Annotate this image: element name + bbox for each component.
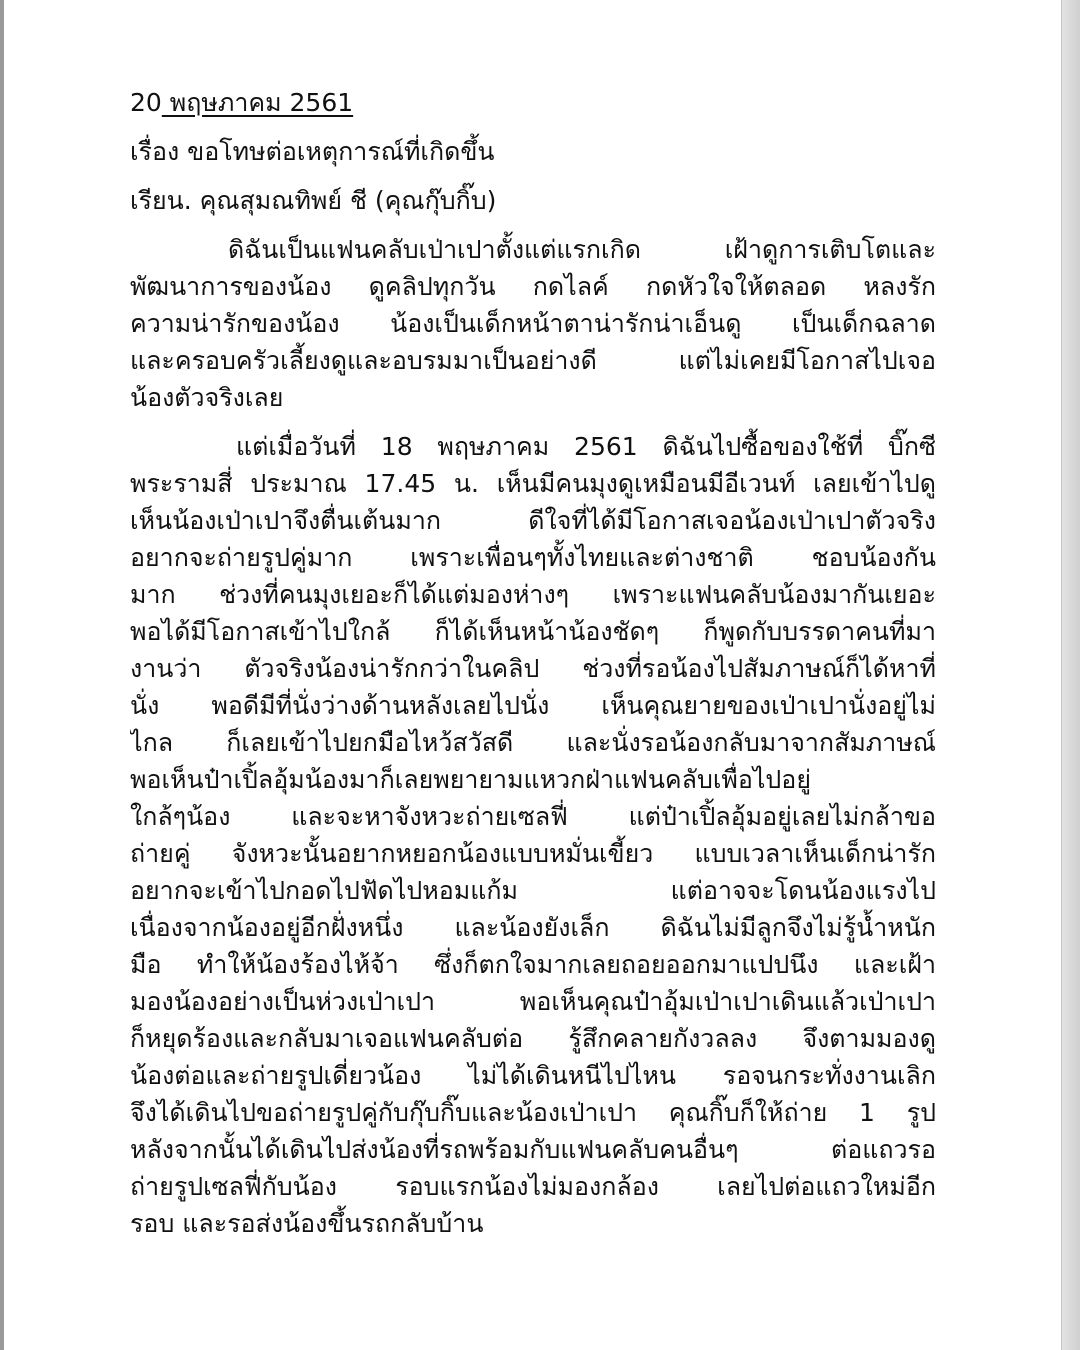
letter-date: [130, 84, 936, 121]
left-border: [0, 0, 4, 1350]
paragraph-line: มือ ทำให้น้องร้องไห้จ้า ซึ่งก็ตกใจมากเลยถอยออกมาแปปนึง และเฝ้า: [130, 950, 936, 979]
paragraph-line: ดิฉันเป็นแฟนคลับเป่าเปาตั้งแต่แรกเกิด เฝ้าดูการเติบโตและ: [228, 235, 936, 264]
date-month-year: พฤษภาคม 2561: [161, 88, 354, 117]
paragraph-line: ถ่ายคู่ จังหวะนั้นอยากหยอกน้องแบบหมั่นเขี้ยว แบบเวลาเห็นเด็กน่ารัก: [130, 839, 936, 868]
paragraph-2: [130, 428, 936, 1242]
paragraph-line: ใกล้ๆน้อง และจะหาจังหวะถ่ายเซลฟี่ แต่ป๋าเปิ้ลอุ้มอยู่เลยไม่กล้าขอ: [130, 802, 936, 831]
paragraph-line: แต่เมื่อวันที่ 18 พฤษภาคม 2561 ดิฉันไปซื้อของใช้ที่ บิ๊กซี: [236, 432, 936, 461]
paragraph-line: นั่ง พอดีมีที่นั่งว่างด้านหลังเลยไปนั่ง เห็นคุณยายของเป่าเปานั่งอยู่ไม่: [130, 691, 936, 720]
paragraph-line: จึงได้เดินไปขอถ่ายรูปคู่กับกุ๊บกิ๊บและน้องเป่าเปา คุณกิ๊บก็ให้ถ่าย 1 รูป: [130, 1098, 936, 1127]
paragraph-line: ถ่ายรูปเซลฟี่กับน้อง รอบแรกน้องไม่มองกล้อง เลยไปต่อแถวใหม่อีก: [130, 1172, 936, 1201]
paragraph-line: น้องต่อและถ่ายรูปเดี่ยวน้อง ไม่ได้เดินหนีไปไหน รอจนกระทั่งงานเลิก: [130, 1061, 936, 1090]
paragraph-line: อยากจะเข้าไปกอดไปฟัดไปหอมแก้ม แต่อาจจะโดนน้องแรงไป: [130, 876, 936, 905]
paragraph-line: งานว่า ตัวจริงน้องน่ารักกว่าในคลิป ช่วงที่รอน้องไปสัมภาษณ์ก็ได้หาที่: [130, 654, 936, 683]
paragraph-line: ความน่ารักของน้อง น้องเป็นเด็กหน้าตาน่ารักน่าเอ็นดู เป็นเด็กฉลาด: [130, 309, 936, 338]
paragraph-line: รอบ และรอส่งน้องขึ้นรถกลับบ้าน: [130, 1209, 484, 1238]
paragraph-line: เห็นน้องเป่าเปาจึงตื่นเต้นมาก ดีใจที่ได้มีโอกาสเจอน้องเป่าเปาตัวจริง: [130, 506, 936, 535]
paragraph-line: หลังจากนั้นได้เดินไปส่งน้องที่รถพร้อมกับแฟนคลับคนอื่นๆ ต่อแถวรอ: [130, 1135, 936, 1164]
paragraph-1: [130, 231, 936, 416]
letter-body: [130, 84, 936, 1254]
paragraph-line: เนื่องจากน้องอยู่อีกฝั่งหนึ่ง และน้องยังเล็ก ดิฉันไม่มีลูกจึงไม่รู้น้ำหนัก: [130, 913, 936, 942]
paragraph-line: พอเห็นป๋าเปิ้ลอุ้มน้องมาก็เลยพยายามแหวกฝ่าแฟนคลับเพื่อไปอยู่: [130, 765, 811, 794]
paragraph-line: ไกล ก็เลยเข้าไปยกมือไหว้สวัสดี และนั่งรอน้องกลับมาจากสัมภาษณ์: [130, 728, 936, 757]
date-day: 20: [130, 88, 162, 117]
paragraph-line: ก็หยุดร้องและกลับมาเจอแฟนคลับต่อ รู้สึกคลายกังวลลง จึงตามมองดู: [130, 1024, 936, 1053]
paragraph-line: อยากจะถ่ายรูปคู่มาก เพราะเพื่อนๆทั้งไทยและต่างชาติ ชอบน้องกัน: [130, 543, 936, 572]
paragraph-line: พระรามสี่ ประมาณ 17.45 น. เห็นมีคนมุงดูเหมือนมีอีเวนท์ เลยเข้าไปดู: [130, 469, 936, 498]
right-scroll-edge: [1061, 0, 1080, 1350]
paragraph-line: พัฒนาการของน้อง ดูคลิปทุกวัน กดไลค์ กดหัวใจให้ตลอด หลงรัก: [130, 272, 936, 301]
paragraph-line: และครอบครัวเลี้ยงดูและอบรมมาเป็นอย่างดี แต่ไม่เคยมีโอกาสไปเจอ: [130, 346, 936, 375]
paragraph-line: พอได้มีโอกาสเข้าไปใกล้ ก็ได้เห็นหน้าน้องชัดๆ ก็พูดกับบรรดาคนที่มา: [130, 617, 936, 646]
paragraph-line: น้องตัวจริงเลย: [130, 383, 284, 412]
letter-subject: เรื่อง ขอโทษต่อเหตุการณ์ที่เกิดขึ้น: [130, 137, 495, 166]
paragraph-line: มองน้องอย่างเป็นห่วงเป่าเปา พอเห็นคุณป๋าอุ้มเป่าเปาเดินแล้วเป่าเปา: [130, 987, 936, 1016]
letter-salutation: เรียน. คุณสุมณทิพย์ ชี (คุณกุ๊บกิ๊บ): [130, 186, 497, 215]
paragraph-line: มาก ช่วงที่คนมุงเยอะก็ได้แต่มองห่างๆ เพราะแฟนคลับน้องมากันเยอะ: [130, 580, 936, 609]
